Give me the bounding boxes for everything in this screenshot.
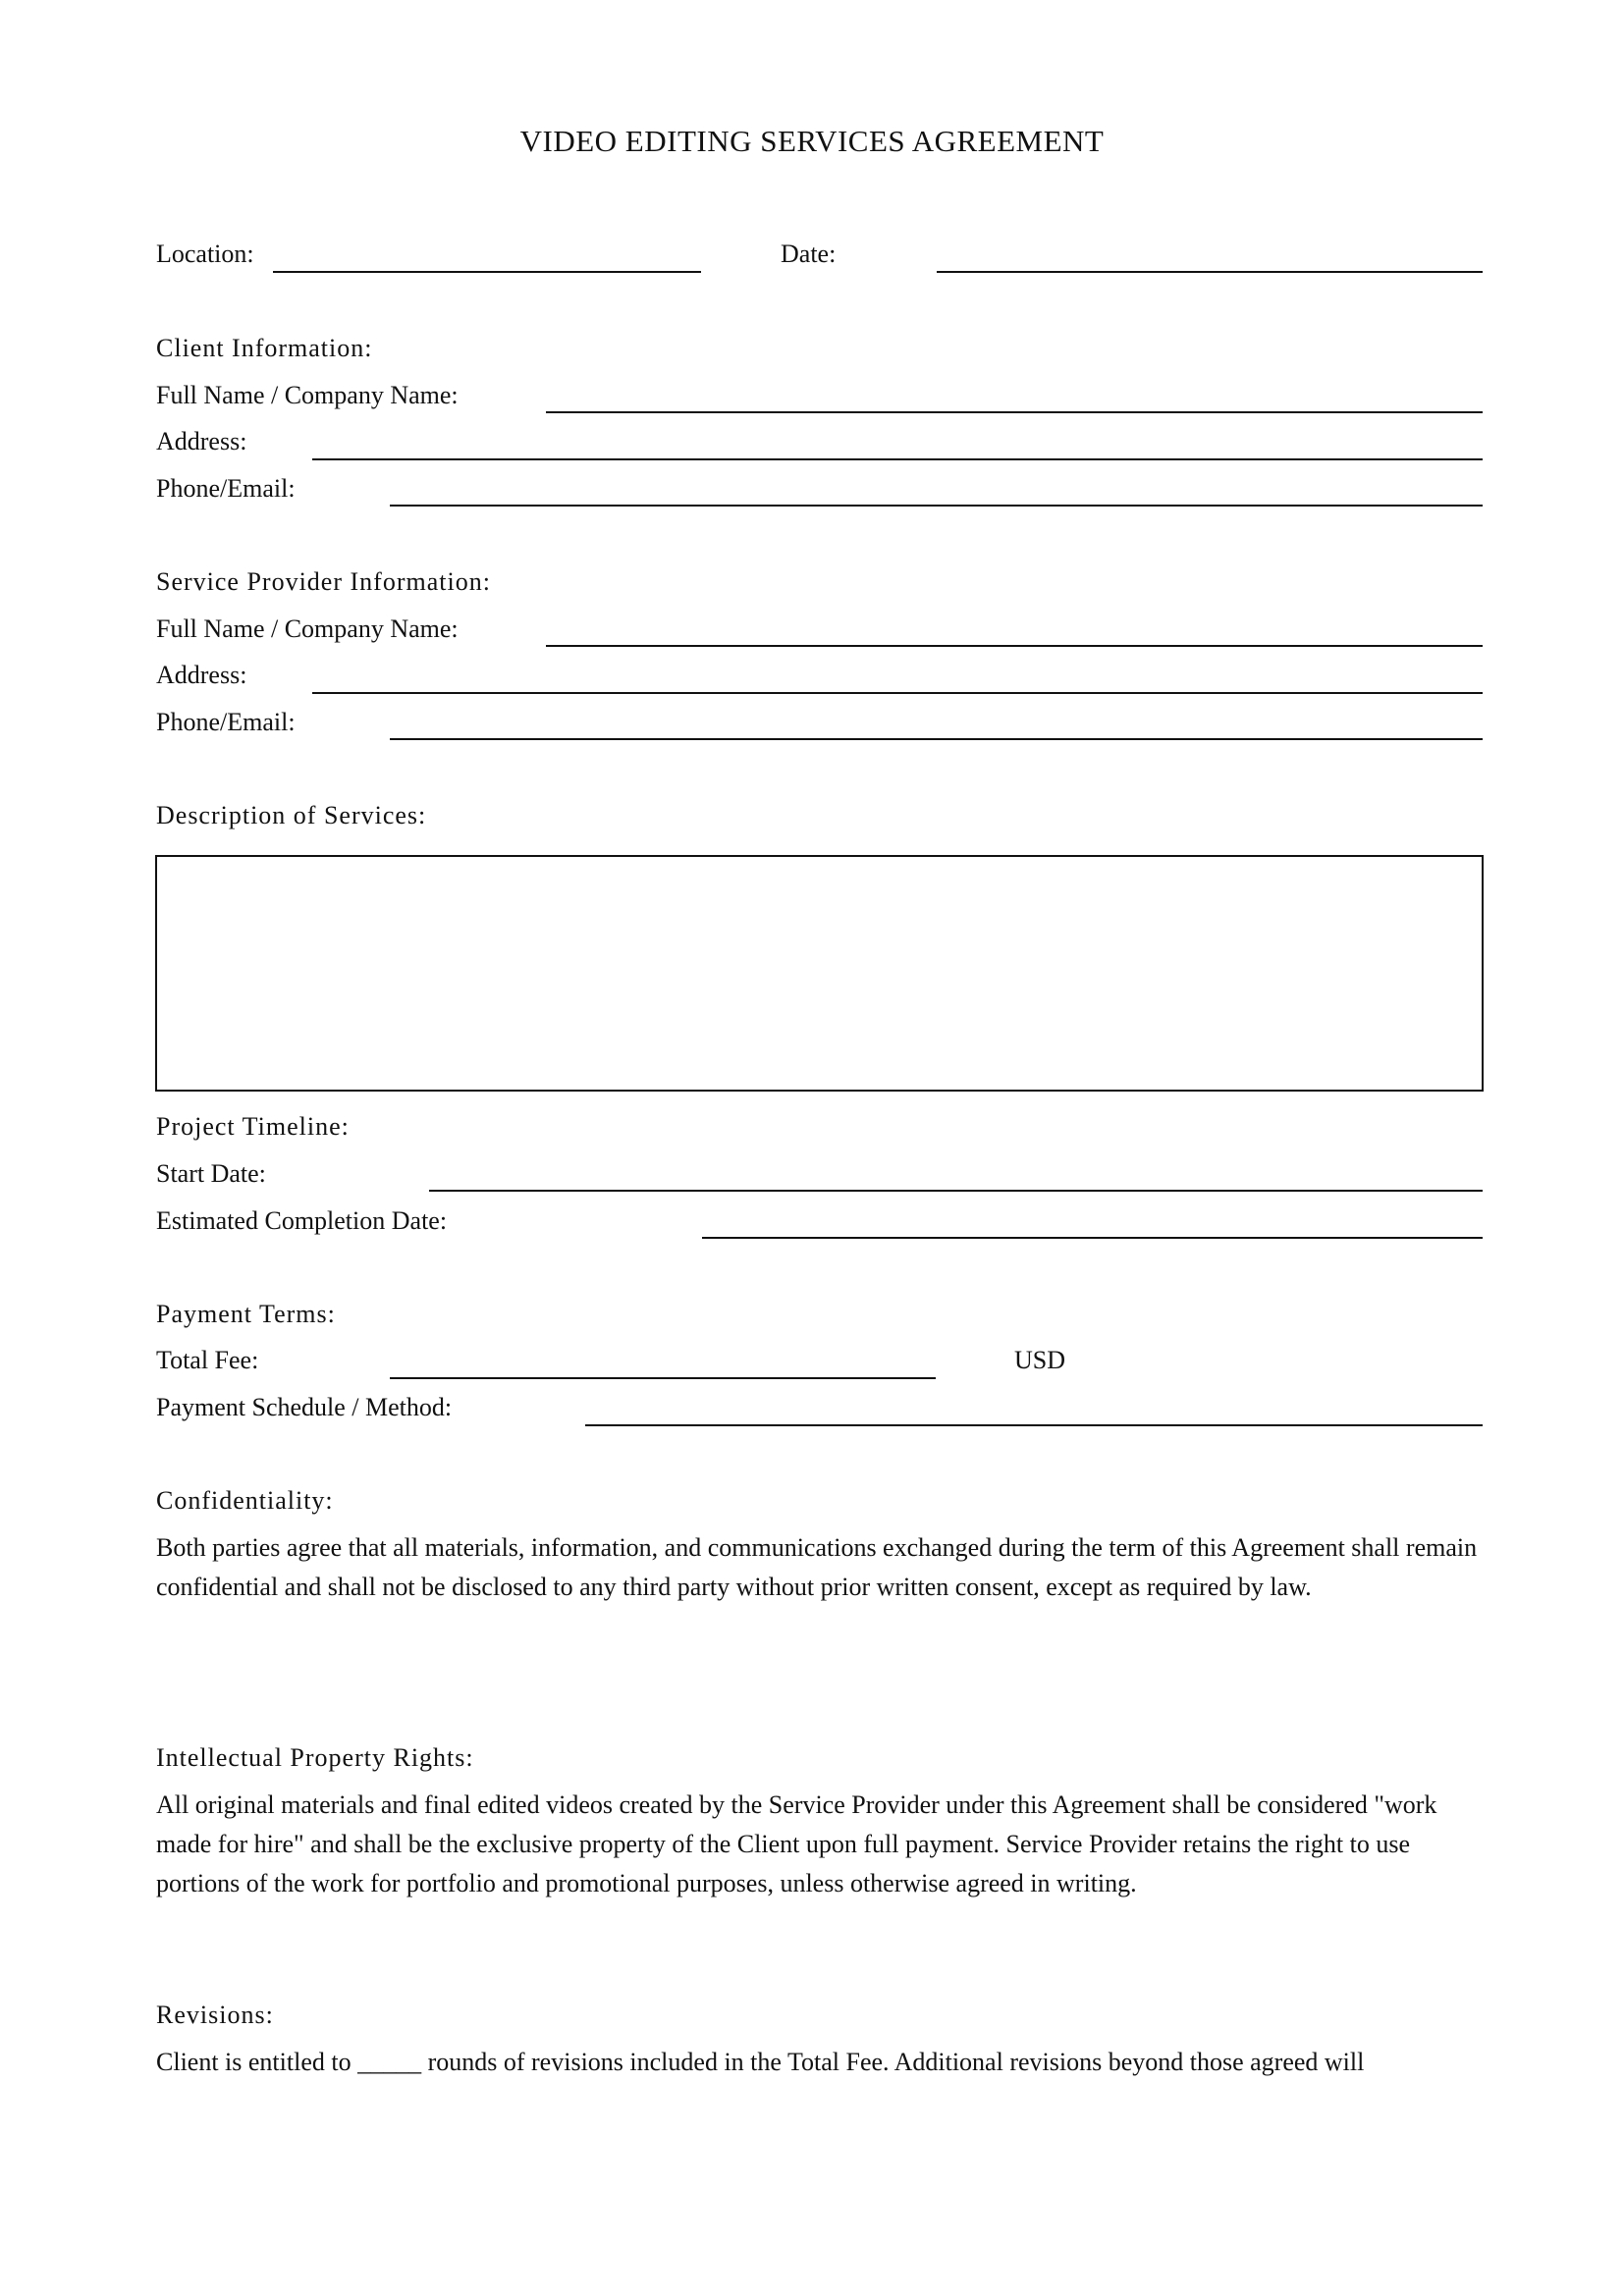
currency-label: USD (1014, 1346, 1066, 1374)
payment-heading: Payment Terms: (156, 1300, 336, 1328)
revisions-text-before: Client is entitled to (156, 2048, 352, 2076)
payment-schedule-field[interactable] (585, 1424, 1483, 1426)
revisions-text (156, 2048, 1364, 2077)
date-label: Date: (781, 240, 837, 268)
services-heading: Description of Services: (156, 801, 427, 829)
provider-name-label: Full Name / Company Name: (156, 614, 459, 643)
start-date-field[interactable] (429, 1190, 1483, 1192)
start-date-label: Start Date: (156, 1159, 266, 1188)
services-description-box[interactable] (155, 855, 1484, 1092)
revisions-text-after: rounds of revisions included in the Total Fee. Additional revisions beyond those agreed will (427, 2048, 1365, 2076)
client-name-label: Full Name / Company Name: (156, 381, 459, 409)
provider-contact-label: Phone/Email: (156, 708, 296, 736)
client-name-field[interactable] (546, 411, 1483, 413)
ip-rights-heading: Intellectual Property Rights: (156, 1743, 474, 1772)
document-title: VIDEO EDITING SERVICES AGREEMENT (519, 124, 1105, 158)
client-address-label: Address: (156, 427, 247, 455)
provider-address-label: Address: (156, 661, 247, 689)
ip-rights-text: All original materials and final edited videos created by the Service Provider under this Agreement shall be considered "work made for hire" and shall be the exclusive property of the Client upon full payment. Service Provider retains the right to use portions of the work for portfolio and promotional purposes, unless otherwise agreed in writing. (156, 1790, 1437, 1897)
revisions-count-blank[interactable]: _____ (357, 2048, 422, 2076)
total-fee-field[interactable] (390, 1377, 936, 1379)
confidentiality-heading: Confidentiality: (156, 1486, 334, 1515)
location-field[interactable] (273, 271, 701, 273)
client-contact-field[interactable] (390, 505, 1483, 507)
provider-info-heading: Service Provider Information: (156, 567, 491, 596)
location-label: Location: (156, 240, 254, 268)
confidentiality-text: Both parties agree that all materials, information, and communications exchanged during the term of this Agreement shall remain confidential and shall not be disclosed to any third party without prior written consent, except as required by law. (156, 1533, 1478, 1601)
client-address-field[interactable] (312, 458, 1483, 460)
client-info-heading: Client Information: (156, 334, 373, 362)
client-contact-label: Phone/Email: (156, 474, 296, 503)
payment-schedule-label: Payment Schedule / Method: (156, 1393, 453, 1421)
provider-address-field[interactable] (312, 692, 1483, 694)
revisions-heading: Revisions: (156, 2001, 274, 2029)
provider-contact-field[interactable] (390, 738, 1483, 740)
total-fee-label: Total Fee: (156, 1346, 259, 1374)
completion-date-field[interactable] (702, 1237, 1483, 1239)
timeline-heading: Project Timeline: (156, 1112, 350, 1141)
completion-date-label: Estimated Completion Date: (156, 1206, 448, 1235)
provider-name-field[interactable] (546, 645, 1483, 647)
date-field[interactable] (937, 271, 1483, 273)
